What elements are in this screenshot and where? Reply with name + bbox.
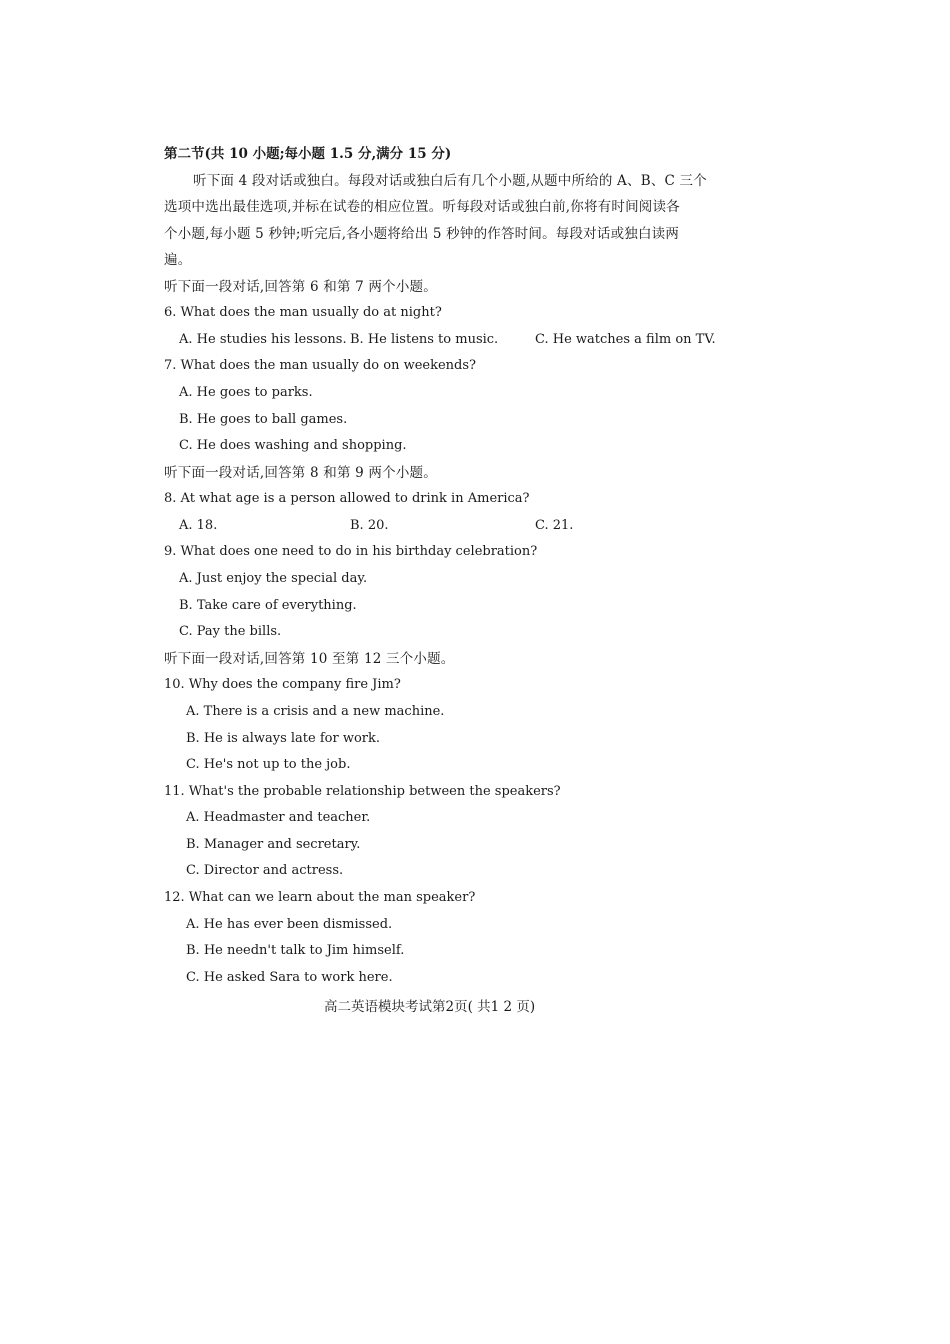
q6-option-b: B. He listens to music. (350, 332, 499, 347)
question-7: 7. What does the man usually do on weekends? (164, 358, 477, 373)
question-8: 8. At what age is a person allowed to drink in America? (164, 491, 530, 506)
question-6: 6. What does the man usually do at night? (164, 305, 442, 320)
group-intro-3: 听下面一段对话,回答第 10 至第 12 三个小题。 (164, 651, 455, 667)
q9-option-b: B. Take care of everything. (179, 598, 357, 613)
q11-option-b: B. Manager and secretary. (186, 837, 361, 852)
page-footer: 高二英语模块考试第2页( 共1 2 页) (324, 999, 536, 1015)
q10-option-b: B. He is always late for work. (186, 731, 380, 746)
q8-option-b: B. 20. (350, 518, 389, 533)
q9-option-a: A. Just enjoy the special day. (179, 571, 368, 586)
group-intro-1: 听下面一段对话,回答第 6 和第 7 两个小题。 (164, 279, 437, 295)
group-intro-2: 听下面一段对话,回答第 8 和第 9 两个小题。 (164, 465, 437, 481)
instruction-line-2: 选项中选出最佳选项,并标在试卷的相应位置。听每段对话或独白前,你将有时间阅读各 (164, 199, 680, 215)
q11-option-c: C. Director and actress. (186, 863, 344, 878)
q10-option-c: C. He's not up to the job. (186, 757, 351, 772)
question-12: 12. What can we learn about the man speaker? (164, 890, 476, 905)
question-10: 10. Why does the company fire Jim? (164, 677, 401, 692)
q10-option-a: A. There is a crisis and a new machine. (186, 704, 445, 719)
q8-option-a: A. 18. (179, 518, 218, 533)
q12-option-a: A. He has ever been dismissed. (186, 917, 393, 932)
q11-option-a: A. Headmaster and teacher. (186, 810, 371, 825)
q6-option-a: A. He studies his lessons. (179, 332, 347, 347)
section-heading: 第二节(共 10 小题;每小题 1.5 分,满分 15 分) (164, 146, 452, 162)
instruction-line-1: 听下面 4 段对话或独白。每段对话或独白后有几个小题,从题中所给的 A、B、C 三个 (193, 173, 707, 189)
q12-option-b: B. He needn't talk to Jim himself. (186, 943, 405, 958)
question-9: 9. What does one need to do in his birthday celebration? (164, 544, 538, 559)
question-11: 11. What's the probable relationship between the speakers? (164, 784, 561, 799)
q12-option-c: C. He asked Sara to work here. (186, 970, 393, 985)
q7-option-a: A. He goes to parks. (179, 385, 313, 400)
instruction-line-3: 个小题,每小题 5 秒钟;听完后,各小题将给出 5 秒钟的作答时间。每段对话或独白读两 (164, 226, 680, 242)
q8-option-c: C. 21. (535, 518, 574, 533)
q9-option-c: C. Pay the bills. (179, 624, 282, 639)
instruction-line-4: 遍。 (164, 252, 192, 268)
q6-option-c: C. He watches a film on TV. (535, 332, 716, 347)
q7-option-b: B. He goes to ball games. (179, 412, 348, 427)
q7-option-c: C. He does washing and shopping. (179, 438, 407, 453)
